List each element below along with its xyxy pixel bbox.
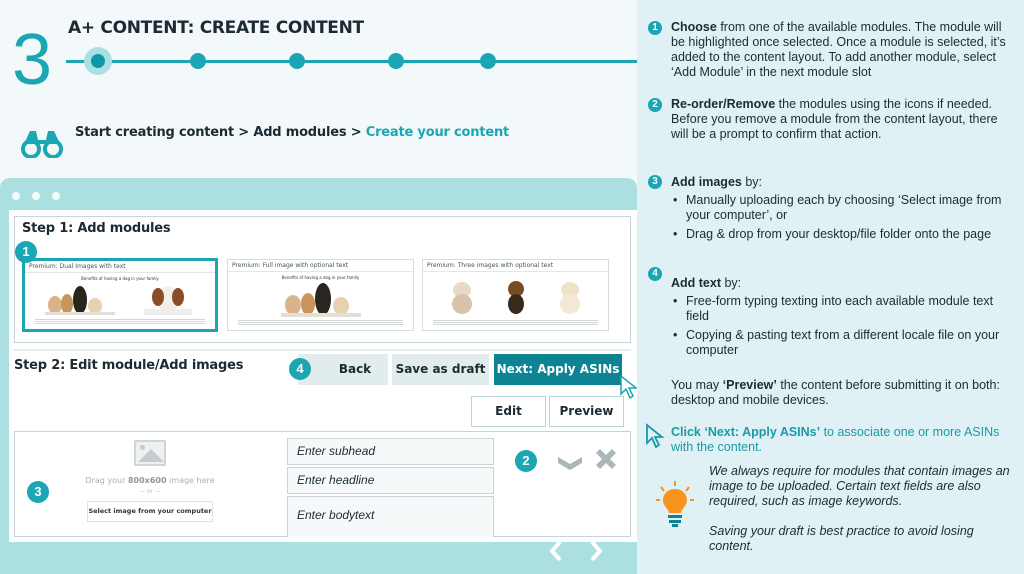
chevron-down-icon[interactable] bbox=[556, 452, 584, 470]
step-number: 3 bbox=[12, 20, 53, 100]
module-edit-panel bbox=[14, 431, 631, 537]
subhead-input[interactable]: Enter subhead bbox=[287, 438, 494, 465]
timeline-dot bbox=[480, 53, 496, 69]
bullet-item: • Copying & pasting text from a different locale file on your computer bbox=[671, 328, 1016, 358]
module-caption bbox=[35, 319, 205, 325]
window-dot bbox=[32, 192, 40, 200]
module-three-images[interactable] bbox=[422, 259, 609, 331]
shepherd-puppy-image bbox=[505, 280, 527, 314]
module-label: Premium: Dual Images with text bbox=[25, 261, 215, 273]
lightbulb-icon bbox=[655, 480, 695, 528]
module-caption bbox=[433, 320, 598, 326]
bulldog-image bbox=[449, 280, 475, 314]
mouse-cursor-icon bbox=[619, 374, 639, 400]
preview-note: You may ‘Preview’ the content before submitting it on both: desktop and mobile devices. bbox=[671, 378, 1000, 407]
dogs-image bbox=[281, 283, 361, 317]
next-apply-asins-button[interactable]: Next: Apply ASINs bbox=[494, 354, 622, 385]
select-image-button[interactable]: Select image from your computer bbox=[87, 501, 213, 522]
module-label: Premium: Three images with optional text bbox=[423, 260, 608, 272]
page-title: A+ CONTENT: CREATE CONTENT bbox=[68, 18, 364, 38]
image-placeholder-icon bbox=[134, 440, 166, 466]
module-caption bbox=[238, 320, 403, 326]
module-preview-images bbox=[423, 276, 608, 318]
edit-button[interactable]: Edit bbox=[471, 396, 546, 427]
timeline-dot bbox=[190, 53, 206, 69]
breadcrumb-item: Add modules bbox=[253, 125, 347, 140]
window-dot bbox=[12, 192, 20, 200]
chevron-right-icon[interactable] bbox=[588, 540, 604, 562]
dogs-image bbox=[45, 285, 115, 315]
preview-button[interactable]: Preview bbox=[549, 396, 624, 427]
retriever-puppy-image bbox=[558, 280, 582, 314]
module-subtitle: Benefits of having a dog in your family bbox=[281, 275, 360, 280]
module-preview-images bbox=[228, 282, 413, 318]
step2-title: Step 2: Edit module/Add images bbox=[14, 358, 244, 373]
instruction-2: Re-order/Remove the modules using the icons if needed. Before you remove a module from the content layout, there will be a prompt to confirm that action. bbox=[671, 97, 998, 141]
step1-panel bbox=[14, 216, 631, 343]
window-content bbox=[9, 210, 637, 542]
instruction-badge-2: 2 bbox=[648, 98, 662, 112]
callout-badge-2: 2 bbox=[515, 450, 537, 472]
browser-window-mock bbox=[0, 178, 637, 574]
mouse-cursor-icon bbox=[645, 423, 665, 449]
progress-timeline bbox=[66, 60, 637, 63]
breadcrumb: Start creating content > Add modules > Create your content bbox=[75, 125, 510, 140]
tip-text: We always require for modules that contain images an image to be uploaded. Certain text fields are also required, such as image keywords. Saving your draft is best practice to avoid losing content. bbox=[709, 464, 1010, 553]
module-dual-images[interactable] bbox=[22, 258, 218, 332]
instruction-3: Add images by: • Manually uploading each by choosing ‘Select image from your computer’, or • Drag & drop from your desktop/file folder onto the page bbox=[671, 175, 1016, 246]
bullet-item: • Manually uploading each by choosing ‘Select image from your computer’, or bbox=[671, 193, 1016, 223]
timeline-dot-active bbox=[84, 47, 112, 75]
callout-badge-4: 4 bbox=[289, 358, 311, 380]
or-separator: — or — bbox=[139, 488, 161, 495]
instruction-4: Add text by: • Free-form typing texting into each available module text field • Copying & pasting text from a different locale file on your computer bbox=[671, 276, 1016, 362]
puppy-image bbox=[140, 285, 196, 315]
close-icon[interactable] bbox=[593, 446, 619, 472]
timeline-dot bbox=[388, 53, 404, 69]
back-button[interactable]: Back bbox=[298, 354, 388, 385]
save-draft-button[interactable]: Save as draft bbox=[392, 354, 489, 385]
slide-nav bbox=[548, 540, 604, 562]
bullet-item: • Drag & drop from your desktop/file folder onto the page bbox=[671, 227, 1016, 242]
timeline-dot bbox=[289, 53, 305, 69]
instruction-1: Choose from one of the available modules. The module will be highlighted once selected. Once a module is selected, it’s added to the content layout. To add another module, select ‘Add Module’ in the next module slot bbox=[671, 20, 1006, 79]
step1-title: Step 1: Add modules bbox=[22, 221, 171, 236]
window-controls bbox=[12, 192, 60, 200]
module-preview-images bbox=[25, 283, 215, 317]
breadcrumb-item: Start creating content bbox=[75, 125, 234, 140]
instruction-badge-4: 4 bbox=[648, 267, 662, 281]
callout-badge-1: 1 bbox=[15, 241, 37, 263]
instruction-badge-1: 1 bbox=[648, 21, 662, 35]
bullet-item: • Free-form typing texting into each available module text field bbox=[671, 294, 1016, 324]
module-label: Premium: Full image with optional text bbox=[228, 260, 413, 272]
instruction-badge-3: 3 bbox=[648, 175, 662, 189]
instruction-3-bullets bbox=[671, 193, 1016, 242]
instruction-4-bullets bbox=[671, 294, 1016, 358]
module-subtitle: Benefits of having a dog in your family bbox=[81, 276, 159, 281]
callout-badge-3: 3 bbox=[27, 481, 49, 503]
headline-input[interactable]: Enter headline bbox=[287, 467, 494, 494]
drag-drop-zone[interactable]: Drag your 800x600 image here bbox=[85, 476, 215, 485]
instructions-panel bbox=[637, 0, 1024, 574]
section-divider bbox=[14, 349, 631, 351]
window-dot bbox=[52, 192, 60, 200]
breadcrumb-current: Create your content bbox=[365, 125, 510, 140]
bodytext-input[interactable]: Enter bodytext bbox=[287, 496, 494, 537]
chevron-left-icon[interactable] bbox=[548, 540, 564, 562]
binoculars-icon bbox=[20, 128, 64, 158]
module-full-image[interactable] bbox=[227, 259, 414, 331]
next-asins-note: Click ‘Next: Apply ASINs’ to associate one or more ASINs with the content. bbox=[671, 425, 1000, 454]
